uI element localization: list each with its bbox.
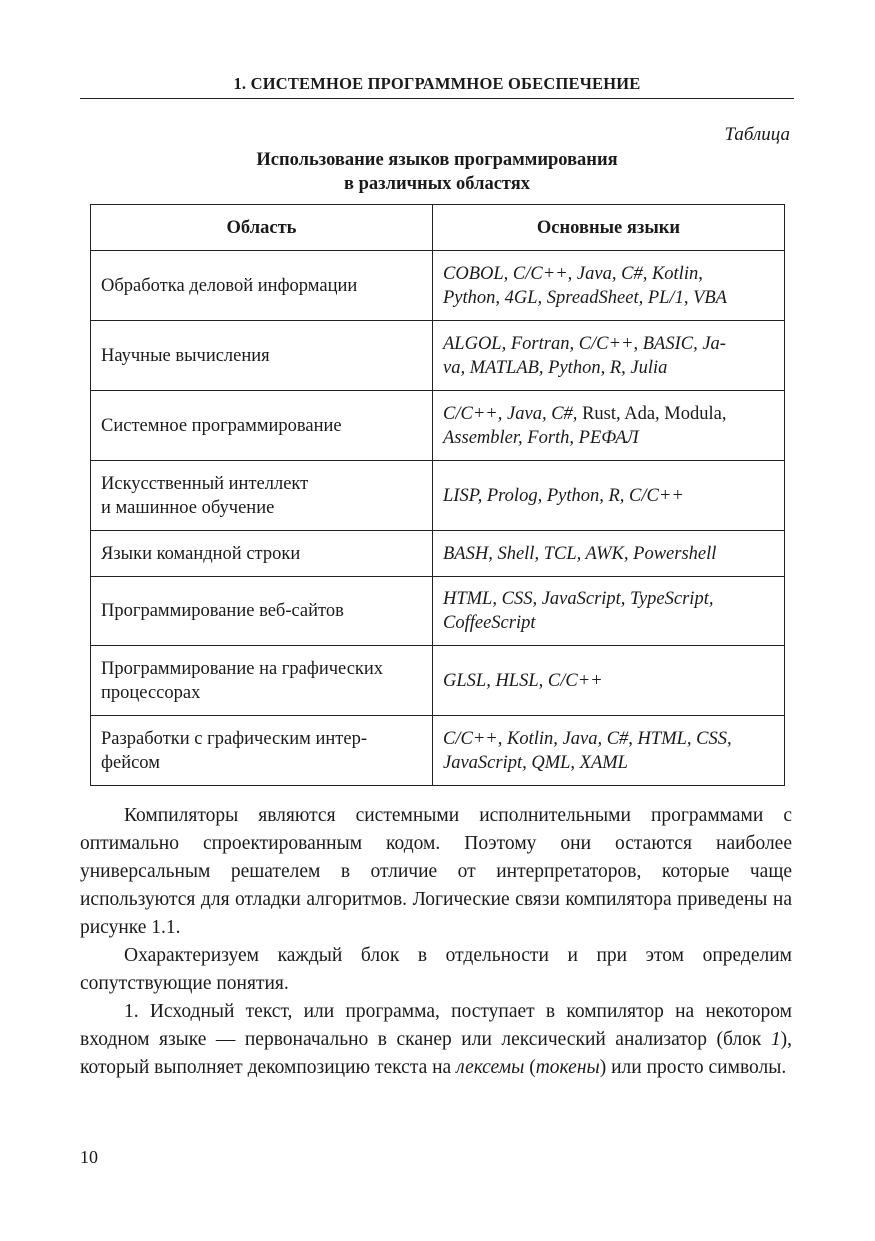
table-row (91, 391, 785, 461)
languages-cell: HTML, CSS, JavaScript, TypeScript, CoffeeScript (433, 577, 785, 646)
table-row (91, 531, 785, 577)
table-row (91, 251, 785, 321)
area-cell: Системное программирование (91, 391, 433, 461)
languages-cell: LISP, Prolog, Python, R, C/C++ (433, 461, 785, 531)
area-cell: Программирование веб-сайтов (91, 577, 433, 646)
area-cell: Обработка деловой информации (91, 251, 433, 321)
languages-table (90, 204, 785, 786)
area-cell: Научные вычисления (91, 321, 433, 391)
table-row (91, 716, 785, 786)
languages-cell: BASH, Shell, TCL, AWK, Powershell (433, 531, 785, 577)
table-row (91, 321, 785, 391)
body-text (80, 802, 792, 1082)
languages-cell: COBOL, C/C++, Java, C#, Kotlin, Python, 4GL, SpreadSheet, PL/1, VBA (433, 251, 785, 321)
page-number: 10 (80, 1147, 98, 1167)
area-cell: Искусственный интеллект и машинное обучение (91, 461, 433, 531)
running-head: 1. СИСТЕМНОЕ ПРОГРАММНОЕ ОБЕСПЕЧЕНИЕ (80, 74, 794, 99)
table-label: Таблица (724, 124, 790, 145)
header-area: Область (91, 205, 433, 251)
paragraph: 1. Исходный текст, или программа, поступает в компилятор на некотором входном языке — первоначально в сканер или лексический анализатор (блок 1), который выполняет декомпозицию текста на лексемы (токены) или просто символы. (80, 1001, 792, 1078)
languages-cell: GLSL, HLSL, C/C++ (433, 646, 785, 716)
table-title-line2: в различных областях (343, 174, 531, 194)
paragraph: Охарактеризуем каждый блок в отдельности и при этом определим сопутствующие понятия. (80, 945, 792, 994)
table-row (91, 577, 785, 646)
area-cell: Языки командной строки (91, 531, 433, 577)
languages-cell: C/C++, Java, C#, Rust, Ada, Modula, Assembler, Forth, РЕФАЛ (433, 391, 785, 461)
table-title-line1: Использование языков программирования (256, 150, 618, 170)
languages-cell: ALGOL, Fortran, C/C++, BASIC, Ja- va, MATLAB, Python, R, Julia (433, 321, 785, 391)
paragraph: Компиляторы являются системными исполнительными программами с оптимально спроектированным кодом. Поэтому они остаются наиболее универсальным решателем в отличие от интерпретаторов, которые чаще используются для отладки алгоритмов. Логические связи компилятора приведены на рисунке 1.1. (80, 805, 792, 938)
area-cell: Программирование на графических процессорах (91, 646, 433, 716)
table-row (91, 461, 785, 531)
table-row (91, 646, 785, 716)
area-cell: Разработки с графическим интер- фейсом (91, 716, 433, 786)
header-languages: Основные языки (433, 205, 785, 251)
table-header-row (91, 205, 785, 251)
languages-cell: C/C++, Kotlin, Java, C#, HTML, CSS, JavaScript, QML, XAML (433, 716, 785, 786)
table-title (80, 148, 794, 196)
